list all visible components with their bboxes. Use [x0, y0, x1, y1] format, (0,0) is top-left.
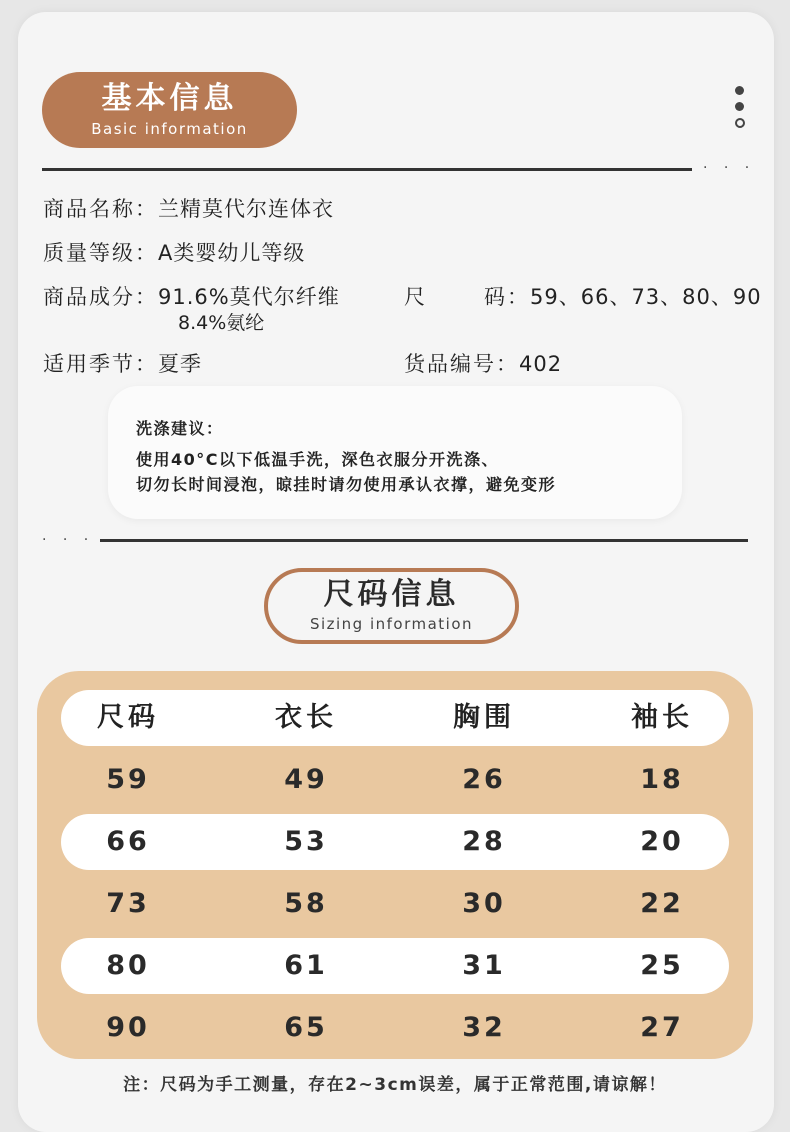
- table-row: [61, 814, 729, 870]
- dot-icon: [735, 86, 744, 95]
- info-row-size: [484, 284, 762, 310]
- info-value: 兰精莫代尔连体衣: [158, 197, 334, 221]
- size-table: [37, 671, 753, 1059]
- info-value: A类婴幼儿等级: [158, 241, 306, 265]
- table-cell: 32: [462, 1012, 506, 1043]
- measurement-note: 注：尺码为手工测量，存在2~3cm误差，属于正常范围,请谅解！: [123, 1075, 667, 1095]
- basic-info-title: 基本信息: [101, 81, 238, 116]
- info-label: 码：: [484, 285, 530, 309]
- table-row: [61, 938, 729, 994]
- table-cell: 18: [640, 764, 684, 795]
- info-value: 402: [519, 352, 563, 376]
- sizing-info-badge: [264, 568, 519, 644]
- table-cell: 90: [106, 1012, 150, 1043]
- table-cell: 22: [640, 888, 684, 919]
- wash-title: 洗涤建议：: [136, 419, 224, 438]
- table-header-row: [61, 690, 729, 746]
- info-label: 质量等级：: [43, 241, 158, 265]
- divider-middle: [100, 539, 748, 542]
- table-header-cell: 袖长: [631, 702, 693, 733]
- info-label: 适用季节：: [43, 352, 158, 376]
- divider-dots: . . .: [42, 528, 95, 544]
- info-value: 59、66、73、80、90: [530, 285, 762, 309]
- sizing-info-subtitle: Sizing information: [309, 615, 474, 633]
- table-cell: 30: [462, 888, 506, 919]
- table-row: [61, 1000, 729, 1056]
- table-cell: 25: [640, 950, 684, 981]
- decorative-dots-icon: [735, 86, 747, 135]
- info-label: 货品编号：: [404, 352, 519, 376]
- info-value: 91.6%莫代尔纤维: [158, 285, 340, 309]
- info-label: 商品成分：: [43, 285, 158, 309]
- table-cell: 31: [462, 950, 506, 981]
- sizing-info-title: 尺码信息: [323, 577, 460, 612]
- table-row: [61, 876, 729, 932]
- table-header-cell: 衣长: [275, 702, 337, 733]
- table-cell: 65: [284, 1012, 328, 1043]
- divider-dots: . . .: [703, 156, 756, 172]
- composition-line2: 8.4%氨纶: [178, 312, 265, 334]
- divider-top: [42, 168, 692, 171]
- table-cell: 26: [462, 764, 506, 795]
- table-cell: 66: [106, 826, 150, 857]
- table-row: [61, 752, 729, 808]
- table-header-cell: 胸围: [453, 702, 515, 733]
- basic-info-subtitle: Basic information: [91, 120, 248, 138]
- table-cell: 27: [640, 1012, 684, 1043]
- info-row-season: [43, 351, 202, 377]
- table-cell: 20: [640, 826, 684, 857]
- hollow-dot-icon: [735, 118, 745, 128]
- table-cell: 61: [284, 950, 328, 981]
- table-cell: 28: [462, 826, 506, 857]
- info-row-composition: [43, 284, 340, 310]
- info-row-size-a: 尺: [404, 285, 426, 309]
- table-header-cell: 尺码: [97, 702, 159, 733]
- wash-line-2: 切勿长时间浸泡，晾挂时请勿使用承认衣撑，避免变形: [136, 475, 557, 494]
- wash-line-1: 使用40°C以下低温手洗，深色衣服分开洗涤、: [136, 450, 500, 469]
- basic-info-badge: [42, 72, 297, 148]
- table-cell: 80: [106, 950, 150, 981]
- dot-icon: [735, 102, 744, 111]
- info-row-item-no: [404, 351, 562, 377]
- info-row-name: [43, 196, 334, 222]
- table-cell: 58: [284, 888, 328, 919]
- info-label: 商品名称：: [43, 197, 158, 221]
- table-cell: 73: [106, 888, 150, 919]
- table-cell: 49: [284, 764, 328, 795]
- table-cell: 53: [284, 826, 328, 857]
- table-cell: 59: [106, 764, 150, 795]
- info-value: 夏季: [158, 352, 202, 376]
- wash-advice-box: [108, 386, 682, 519]
- info-row-grade: [43, 240, 305, 266]
